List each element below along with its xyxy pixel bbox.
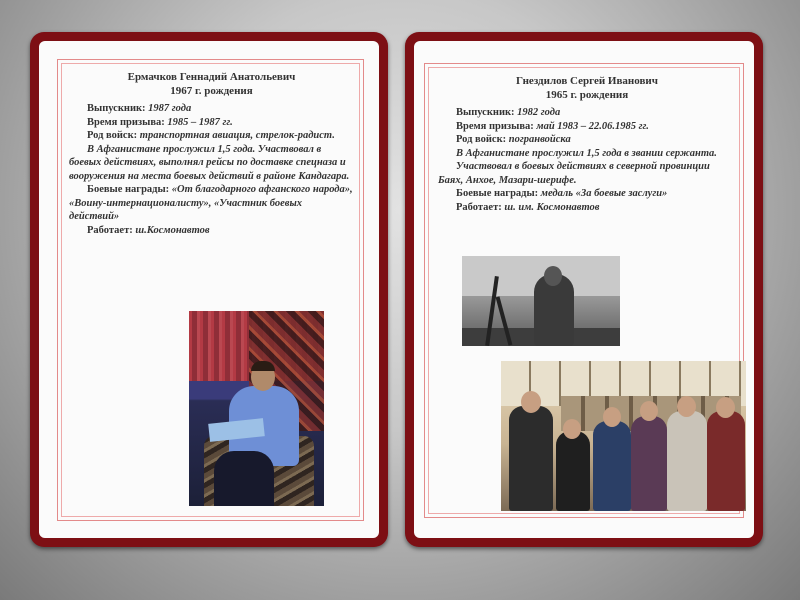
branch-line: Род войск: транспортная авиация, стрелок-радист. — [87, 130, 335, 141]
right-content — [438, 75, 736, 214]
branch-line: Род войск: погранвойска — [456, 134, 571, 145]
graduate-line: Выпускник: 1987 года — [87, 103, 192, 114]
combat-text: Участвовал в боевых действиях в северной провинции Баях, Анхое, Мазари-шерифе. — [438, 161, 710, 186]
left-paper — [39, 41, 379, 538]
left-card — [30, 32, 388, 547]
left-content — [69, 71, 354, 237]
group-photo — [501, 361, 746, 511]
service-text: В Афганистане прослужил 1,5 года в звании сержанта. — [456, 147, 717, 159]
work-line: Работает: ш.Космонавтов — [87, 224, 210, 236]
right-card — [405, 32, 763, 547]
person-name: Ермачков Геннадий Анатольевич — [127, 71, 296, 83]
soldier-photo — [462, 256, 620, 346]
portrait-photo — [189, 311, 324, 506]
birth-year: 1967 г. рождения — [170, 84, 253, 97]
work-line: Работает: ш. им. Космонавтов — [456, 201, 600, 213]
graduate-line: Выпускник: 1982 года — [456, 107, 561, 118]
birth-year: 1965 г. рождения — [545, 88, 629, 101]
awards-line: Боевые награды: «От благодарного афганского народа», «Воину-интернационалисту», «Участник боевых действий» — [69, 184, 353, 222]
right-paper — [414, 41, 754, 538]
person-name: Гнездилов Сергей Иванович — [516, 75, 658, 87]
conscription-line: Время призыва: 1985 – 1987 гг. — [87, 116, 233, 128]
awards-line: Боевые награды: медаль «За боевые заслуги» — [456, 188, 668, 199]
service-text: В Афганистане прослужил 1,5 года. Участвовал в боевых действиях, выполнял рейсы по доставке спецназа и вооружения на места боевых действий в районе Кандагара. — [69, 143, 350, 182]
conscription-line: Время призыва: май 1983 – 22.06.1985 гг. — [456, 120, 649, 132]
